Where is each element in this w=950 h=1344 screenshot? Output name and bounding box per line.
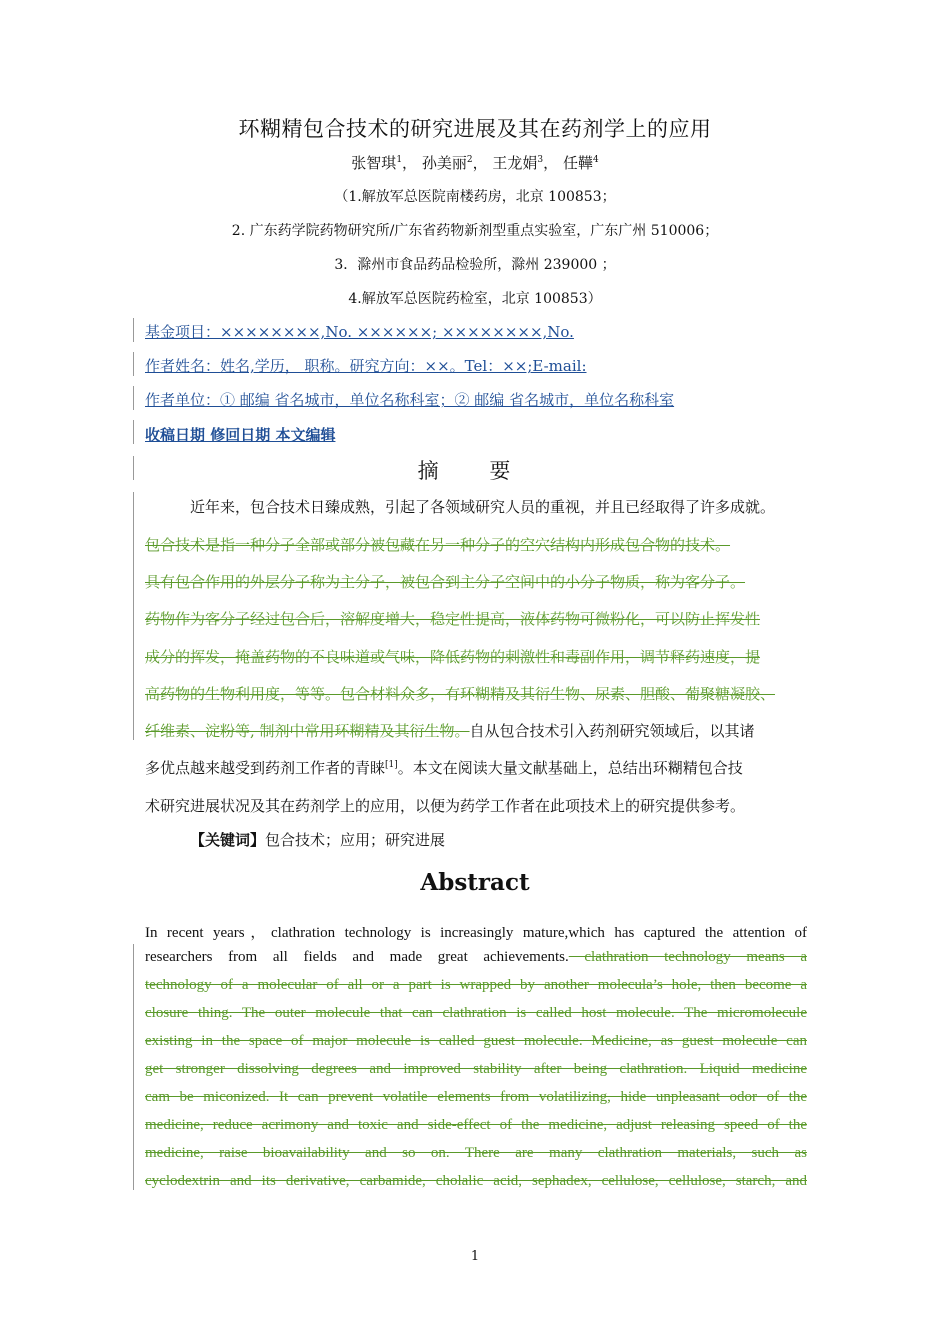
revision-bar bbox=[133, 420, 134, 444]
citation-ref[interactable]: [1] bbox=[385, 760, 398, 770]
author-sup: 1 bbox=[396, 155, 403, 165]
deleted-text: clathration technology means a bbox=[568, 949, 807, 965]
abstract-en-heading: Abstract bbox=[420, 869, 530, 896]
dates-info-link[interactable]: 收稿日期 修回日期 本文编辑 bbox=[145, 426, 336, 444]
affiliation-2: 2. 广东药学院药物研究所/广东省药物新剂型重点实验室，广东广州 510006； bbox=[231, 223, 719, 239]
author-name: 孙美丽 bbox=[421, 154, 467, 172]
author-sep: ， bbox=[402, 154, 418, 172]
deleted-text-line: cam be miconized. It can prevent volatile elements from volatilizing, hide unpleasant odor of the bbox=[145, 1089, 807, 1105]
author-sep: ， bbox=[472, 154, 488, 172]
page-number: 1 bbox=[470, 1249, 480, 1264]
deleted-text-line: existing in the space of major molecule is called guest molecule. Medicine, as guest molecule can bbox=[145, 1033, 807, 1049]
abstract-zh-line bbox=[145, 757, 807, 778]
author-line bbox=[0, 152, 950, 173]
kept-text: researchers from all fields and made great achievements. bbox=[145, 949, 569, 965]
deleted-text-line: 药物作为客分子经过包合后，溶解度增大，稳定性提高，液体药物可微粉化，可以防止挥发性 bbox=[145, 610, 761, 628]
abstract-zh-line: 术研究进展状况及其在药剂学上的应用，以便为药学工作者在此项技术上的研究提供参考。 bbox=[145, 797, 746, 815]
deleted-text-line: 具有包合作用的外层分子称为主分子，被包合到主分子空间中的小分子物质，称为客分子。 bbox=[145, 573, 746, 591]
author-sup: 4 bbox=[592, 155, 599, 165]
deleted-text-line: medicine, reduce acrimony and toxic and side-effect of the medicine, adjust releasing speed of the bbox=[145, 1117, 807, 1133]
paper-title: 环糊精包合技术的研究进展及其在药剂学上的应用 bbox=[238, 117, 712, 141]
revision-bar bbox=[133, 944, 134, 1190]
deleted-text-line: technology of a molecular of all or a part is wrapped by another molecula’s hole, then become a bbox=[145, 977, 807, 993]
author-unit-link[interactable]: 作者单位：① 邮编 省名城市，单位名称科室；② 邮编 省名城市，单位名称科室 bbox=[145, 391, 675, 409]
kept-text: 。本文在阅读大量文献基础上，总结出环糊精包合技 bbox=[397, 759, 743, 777]
deleted-text-line: 高药物的生物利用度，等等。包合材料众多，有环糊精及其衍生物、尿素、胆酸、葡聚糖凝胶、 bbox=[145, 685, 776, 703]
abstract-zh-line bbox=[145, 720, 807, 741]
deleted-text-line: cyclodextrin and its derivative, carbamide, cholalic acid, sephadex, cellulose, cellulose, starch, and bbox=[145, 1173, 807, 1189]
affiliation-3: 3．滁州市食品药品检验所，滁州 239000 ； bbox=[334, 257, 616, 273]
abstract-zh-heading: 摘 要 bbox=[417, 459, 533, 483]
kept-text: 多优点越来越受到药剂工作者的青睐 bbox=[145, 759, 386, 777]
author-sup: 3 bbox=[537, 155, 544, 165]
revision-bar bbox=[133, 352, 134, 376]
revision-bar bbox=[133, 386, 134, 410]
abstract-zh-line: 近年来，包合技术日臻成熟，引起了各领域研究人员的重视，并且已经取得了许多成就。 bbox=[190, 498, 776, 516]
abstract-en-line bbox=[145, 949, 807, 966]
author-name: 张智琪 bbox=[351, 154, 397, 172]
kept-text: 自从包合技术引入药剂研究领域后，以其诸 bbox=[469, 722, 755, 740]
affiliation-1: （1.解放军总医院南楼药房，北京 100853； bbox=[334, 189, 616, 205]
revision-bar bbox=[133, 318, 134, 342]
author-sep: ， bbox=[543, 154, 559, 172]
author-info-link[interactable]: 作者姓名：姓名,学历， 职称。研究方向：××。Tel：××;E-mail: bbox=[145, 357, 587, 375]
author-sup: 2 bbox=[466, 155, 473, 165]
deleted-text-line: closure thing. The outer molecule that can clathration is called host molecule. The micromolecule bbox=[145, 1005, 807, 1021]
deleted-text: 纤维素、淀粉等, 制剂中常用环糊精及其衍生物。 bbox=[145, 722, 470, 740]
revision-bar bbox=[133, 492, 134, 740]
affiliation-4: 4.解放军总医院药检室，北京 100853） bbox=[348, 291, 602, 307]
fund-info-link[interactable]: 基金项目：××××××××,No. ××××××; ××××××××,No. bbox=[145, 323, 574, 341]
author-name: 王龙娟 bbox=[492, 154, 538, 172]
author-name: 任鞾 bbox=[562, 154, 593, 172]
keywords-label: 【关键词】 bbox=[190, 831, 266, 849]
deleted-text-line: 包合技术是指一种分子全部或部分被包藏在另一种分子的空穴结构内形成包合物的技术。 bbox=[145, 536, 731, 554]
abstract-en-line: In recent years，clathration technology is increasingly mature,which has captured the attention of bbox=[145, 925, 807, 941]
keywords-text: 包合技术；应用；研究进展 bbox=[265, 831, 446, 849]
deleted-text-line: 成分的挥发，掩盖药物的不良味道或气味，降低药物的刺激性和毒副作用，调节释药速度，提 bbox=[145, 648, 761, 666]
deleted-text-line: get stronger dissolving degrees and improved stability after being clathration. Liquid medicine bbox=[145, 1061, 807, 1077]
deleted-text-line: medicine, raise bioavailability and so on. There are many clathration materials, such as bbox=[145, 1145, 807, 1161]
keywords-line bbox=[190, 829, 852, 850]
